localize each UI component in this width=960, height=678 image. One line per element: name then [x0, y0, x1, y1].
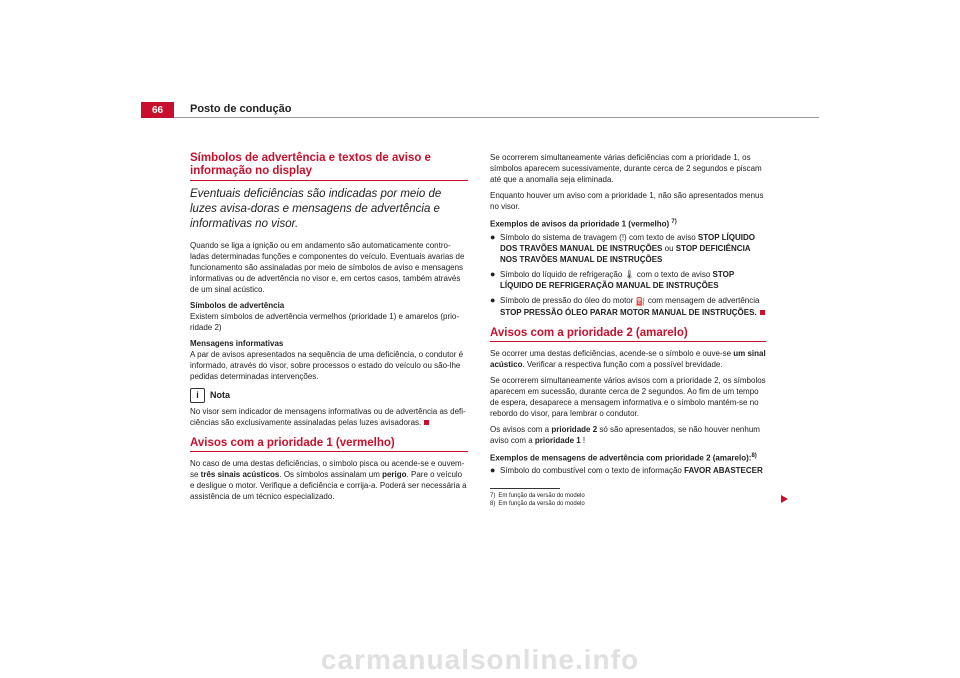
priority2-sequence-paragraph: Se ocorrerem simultaneamente vários avisos com a prioridade 2, os símbolos aparecem em sucessão, durante cerca de 2 segundos. Ao fim de um tempo de espera, desaparece a mensagem informativa e o símbolo mantém-se no rebordo do visor, para lembrar o condutor.: [490, 375, 766, 418]
section-title-priority2: Avisos com a prioridade 2 (amarelo): [490, 326, 688, 339]
section-title-symbols: Símbolos de advertência e textos de aviso e informação no display: [190, 152, 431, 177]
info-messages-text: A par de avisos apresentados na sequência de uma deficiência, o condutor é informado, através do visor, sobre processos o estado do veículo ou são-lhe pedidas determinadas intervenções.: [190, 350, 464, 381]
right-column: [490, 152, 766, 508]
list-item: ● Símbolo de pressão do óleo do motor ⛽ com mensagem de advertência STOP PRESSÃO ÓLEO PARAR MOTOR MANUAL DE INSTRUÇÕES.: [490, 295, 766, 317]
coolant-icon: 🌡: [624, 270, 635, 280]
bullet-icon: ●: [490, 231, 496, 242]
note-icon: i: [190, 388, 205, 403]
multiple-deficiencies-paragraph: Se ocorrerem simultaneamente várias deficiências com a prioridade 1, os símbolos aparecem sucessivamente, durante cerca de 2 segundos e piscam até que a anomalia seja eliminada.: [490, 153, 762, 184]
section-rule: [190, 180, 468, 181]
priority2-paragraph: Se ocorrer uma destas deficiências, acende-se o símbolo e ouve-se um sinal acústico. Verificar a respectiva função com a possível brevidade.: [490, 348, 766, 369]
subheading-examples-priority2: Exemplos de mensagens de advertência com prioridade 2 (amarelo):$^{8)}$: [490, 452, 757, 463]
priority2-condition-paragraph: Os avisos com a prioridade 2 só são apresentados, se não houver nenhum aviso com a prioridade 1 !: [490, 424, 760, 445]
list-item: ● Símbolo do sistema de travagem (!) com texto de aviso STOP LÍQUIDO DOS TRAVÕES MANUAL DE INSTRUÇÕES ou STOP DEFICIÊNCIA NOS TRAVÕES MANUAL DE INSTRUÇÕES: [490, 231, 755, 265]
section-rule: [490, 341, 766, 342]
section-rule: [190, 451, 468, 452]
watermark: carmanualsonline.info: [320, 644, 640, 675]
note-title: Nota: [210, 390, 230, 400]
list-item: ● Símbolo do combustível com o texto de informação FAVOR ABASTECER: [490, 465, 763, 476]
left-column: [190, 152, 468, 507]
intro-paragraph: Quando se liga a ignição ou em andamento são automaticamente contro-ladas determinadas funções e componentes do veículo. Eventuais avarias de funcionamento são assinaladas por meio de símbolos de aviso e mensagens informativas ou de advertência no visor e, em certos casos, também através de um sinal acústico.: [190, 241, 465, 294]
end-of-section-icon: [424, 420, 429, 425]
section-lead: Eventuais deficiências são indicadas por meio de luzes avisa-doras e mensagens de advertência e informativas no visor.: [190, 188, 442, 230]
subheading-warning-symbols: Símbolos de advertência: [190, 301, 285, 310]
bullet-icon: ●: [490, 295, 496, 306]
note-header: [190, 388, 468, 403]
section-title-priority1: Avisos com a prioridade 1 (vermelho): [190, 437, 395, 449]
note-text: No visor sem indicador de mensagens informativas ou de advertência as defi-ciências são exclusivamente assinaladas pelas luzes avisadoras.: [190, 407, 466, 427]
subheading-examples-priority1: Exemplos de avisos da prioridade 1 (vermelho) $^{7)}$: [490, 219, 677, 229]
continue-arrow-icon: [781, 495, 788, 503]
footnote: 8) Em função da versão do modelo: [490, 501, 585, 508]
list-item: ● Símbolo do líquido de refrigeração 🌡 com o texto de aviso STOP LÍQUIDO DE REFRIGERAÇÃO MANUAL DE INSTRUÇÕES: [490, 269, 735, 291]
brake-system-icon: (!): [619, 233, 627, 243]
bullet-icon: ●: [490, 465, 496, 476]
page-number: 66: [141, 102, 174, 118]
warning-symbols-text: Existem símbolos de advertência vermelhos (prioridade 1) e amarelos (prio-ridade 2): [190, 312, 459, 332]
no-menus-paragraph: Enquanto houver um aviso com a prioridade 1, não são apresentados menus no visor.: [490, 191, 764, 211]
bullet-icon: ●: [490, 269, 496, 280]
subheading-info-messages: Mensagens informativas: [190, 339, 284, 348]
oil-pressure-icon: ⛽: [635, 296, 646, 306]
priority1-paragraph: No caso de uma destas deficiências, o símbolo pisca ou acende-se e ouvem-se três sinais acústicos. Os símbolos assinalam um perigo. Pare o veículo e desligue o motor. Verifique a deficiência e corrija-a. Poderá ser necessária a assistência de um técnico especializado.: [190, 459, 467, 501]
header-title: Posto de condução: [190, 103, 292, 115]
end-of-section-icon: [760, 310, 765, 315]
footnote-rule: [490, 488, 560, 489]
footnote: 7) Em função da versão do modelo: [490, 493, 585, 500]
header-rule: [174, 117, 819, 118]
